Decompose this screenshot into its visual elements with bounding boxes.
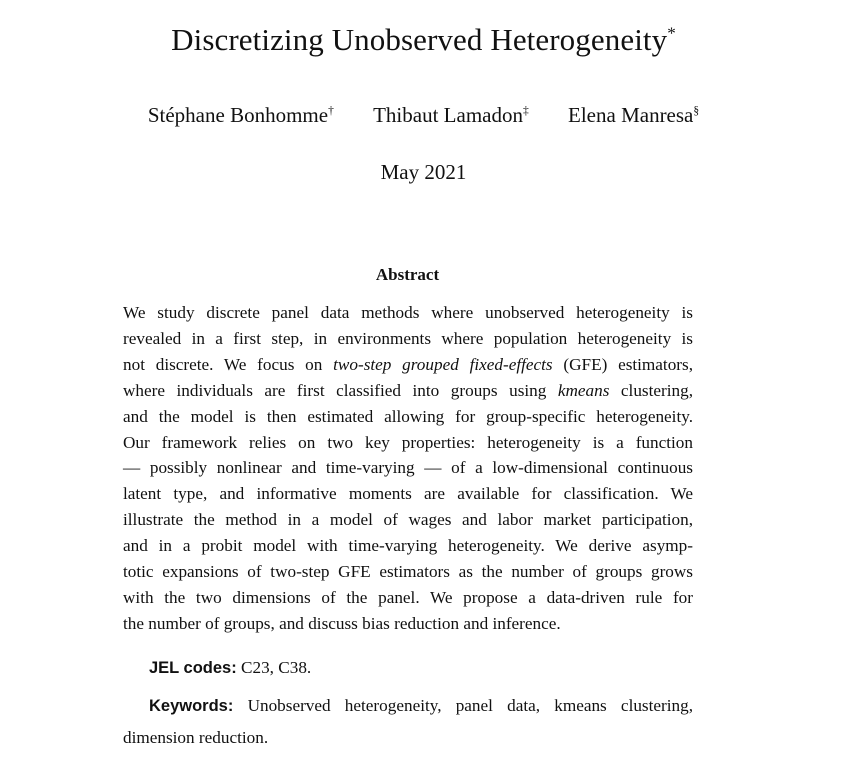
- abstract-text: and in a probit model with time-varying heterogeneity. We derive asymp-: [123, 536, 693, 556]
- keywords-line-2: dimension reduction.: [123, 728, 269, 747]
- abstract-text: where individuals are first classified into groups using: [123, 380, 558, 400]
- abstract-line: [123, 585, 693, 611]
- abstract-text: the number of groups, and discuss bias reduction and inference.: [123, 613, 561, 633]
- author-manresa: [568, 103, 699, 128]
- abstract-text: totic expansions of two-step GFE estimators as the number of groups grows: [123, 562, 693, 582]
- abstract-text: with the two dimensions of the panel. We propose a data-driven rule for: [123, 587, 693, 607]
- author-name: Stéphane Bonhomme: [147, 103, 329, 127]
- abstract-line: [123, 326, 693, 352]
- keywords-label: Keywords:: [149, 697, 234, 715]
- keywords-text-1: Unobserved heterogeneity, panel data, kmeans clustering,: [247, 696, 694, 715]
- author-name: Elena Manresa: [568, 103, 694, 127]
- abstract-line: [123, 481, 693, 507]
- keywords-line-1: [123, 690, 693, 722]
- abstract-line: [123, 404, 693, 430]
- abstract-text: Our framework relies on two key properties: heterogeneity is a function: [123, 432, 693, 452]
- abstract-line: [123, 455, 693, 481]
- jel-value: C23, C38.: [241, 658, 312, 677]
- author-list: [0, 103, 847, 128]
- abstract-text: We study discrete panel data methods where unobserved heterogeneity is: [123, 303, 693, 322]
- author-name: Thibaut Lamadon: [373, 103, 523, 127]
- title-footnote-mark: *: [667, 23, 676, 43]
- paper-title-text: Discretizing Unobserved Heterogeneity: [171, 22, 668, 57]
- abstract-line: [123, 352, 693, 378]
- abstract-heading: Abstract: [375, 265, 440, 284]
- abstract-line: [123, 507, 693, 533]
- abstract-line: [123, 300, 693, 326]
- abstract-emphasis: kmeans: [557, 380, 610, 400]
- abstract-line: [123, 430, 693, 456]
- abstract-text: illustrate the method in a model of wages and labor market participation,: [123, 510, 693, 530]
- abstract-text: and the model is then estimated allowing for group-specific heterogeneity.: [123, 406, 693, 426]
- paper-date: May 2021: [380, 160, 467, 184]
- abstract-text: (GFE) estimators,: [552, 354, 694, 374]
- author-lamadon: [373, 103, 529, 128]
- abstract-text: clustering,: [609, 380, 693, 400]
- abstract-text: latent type, and informative moments are available for classification. We: [123, 484, 693, 504]
- author-footnote-mark: †: [328, 105, 334, 117]
- abstract-body: [123, 300, 693, 637]
- abstract-line: [123, 533, 693, 559]
- abstract-text: — possibly nonlinear and time-varying — of a low-dimensional continuous: [123, 458, 693, 478]
- abstract-line: [123, 559, 693, 585]
- author-footnote-mark: ‡: [522, 105, 529, 117]
- author-footnote-mark: §: [693, 105, 700, 117]
- abstract-line: [123, 611, 693, 637]
- abstract-text: revealed in a first step, in environments where population heterogeneity is: [123, 328, 693, 348]
- keywords: [123, 690, 693, 754]
- abstract-line: [123, 378, 693, 404]
- abstract-emphasis: two-step grouped fixed-effects: [333, 354, 553, 374]
- jel-codes: [149, 658, 311, 678]
- author-bonhomme: [148, 103, 334, 128]
- paper-title: [0, 22, 847, 58]
- abstract-text: not discrete. We focus on: [123, 354, 334, 374]
- jel-label: JEL codes:: [149, 659, 237, 677]
